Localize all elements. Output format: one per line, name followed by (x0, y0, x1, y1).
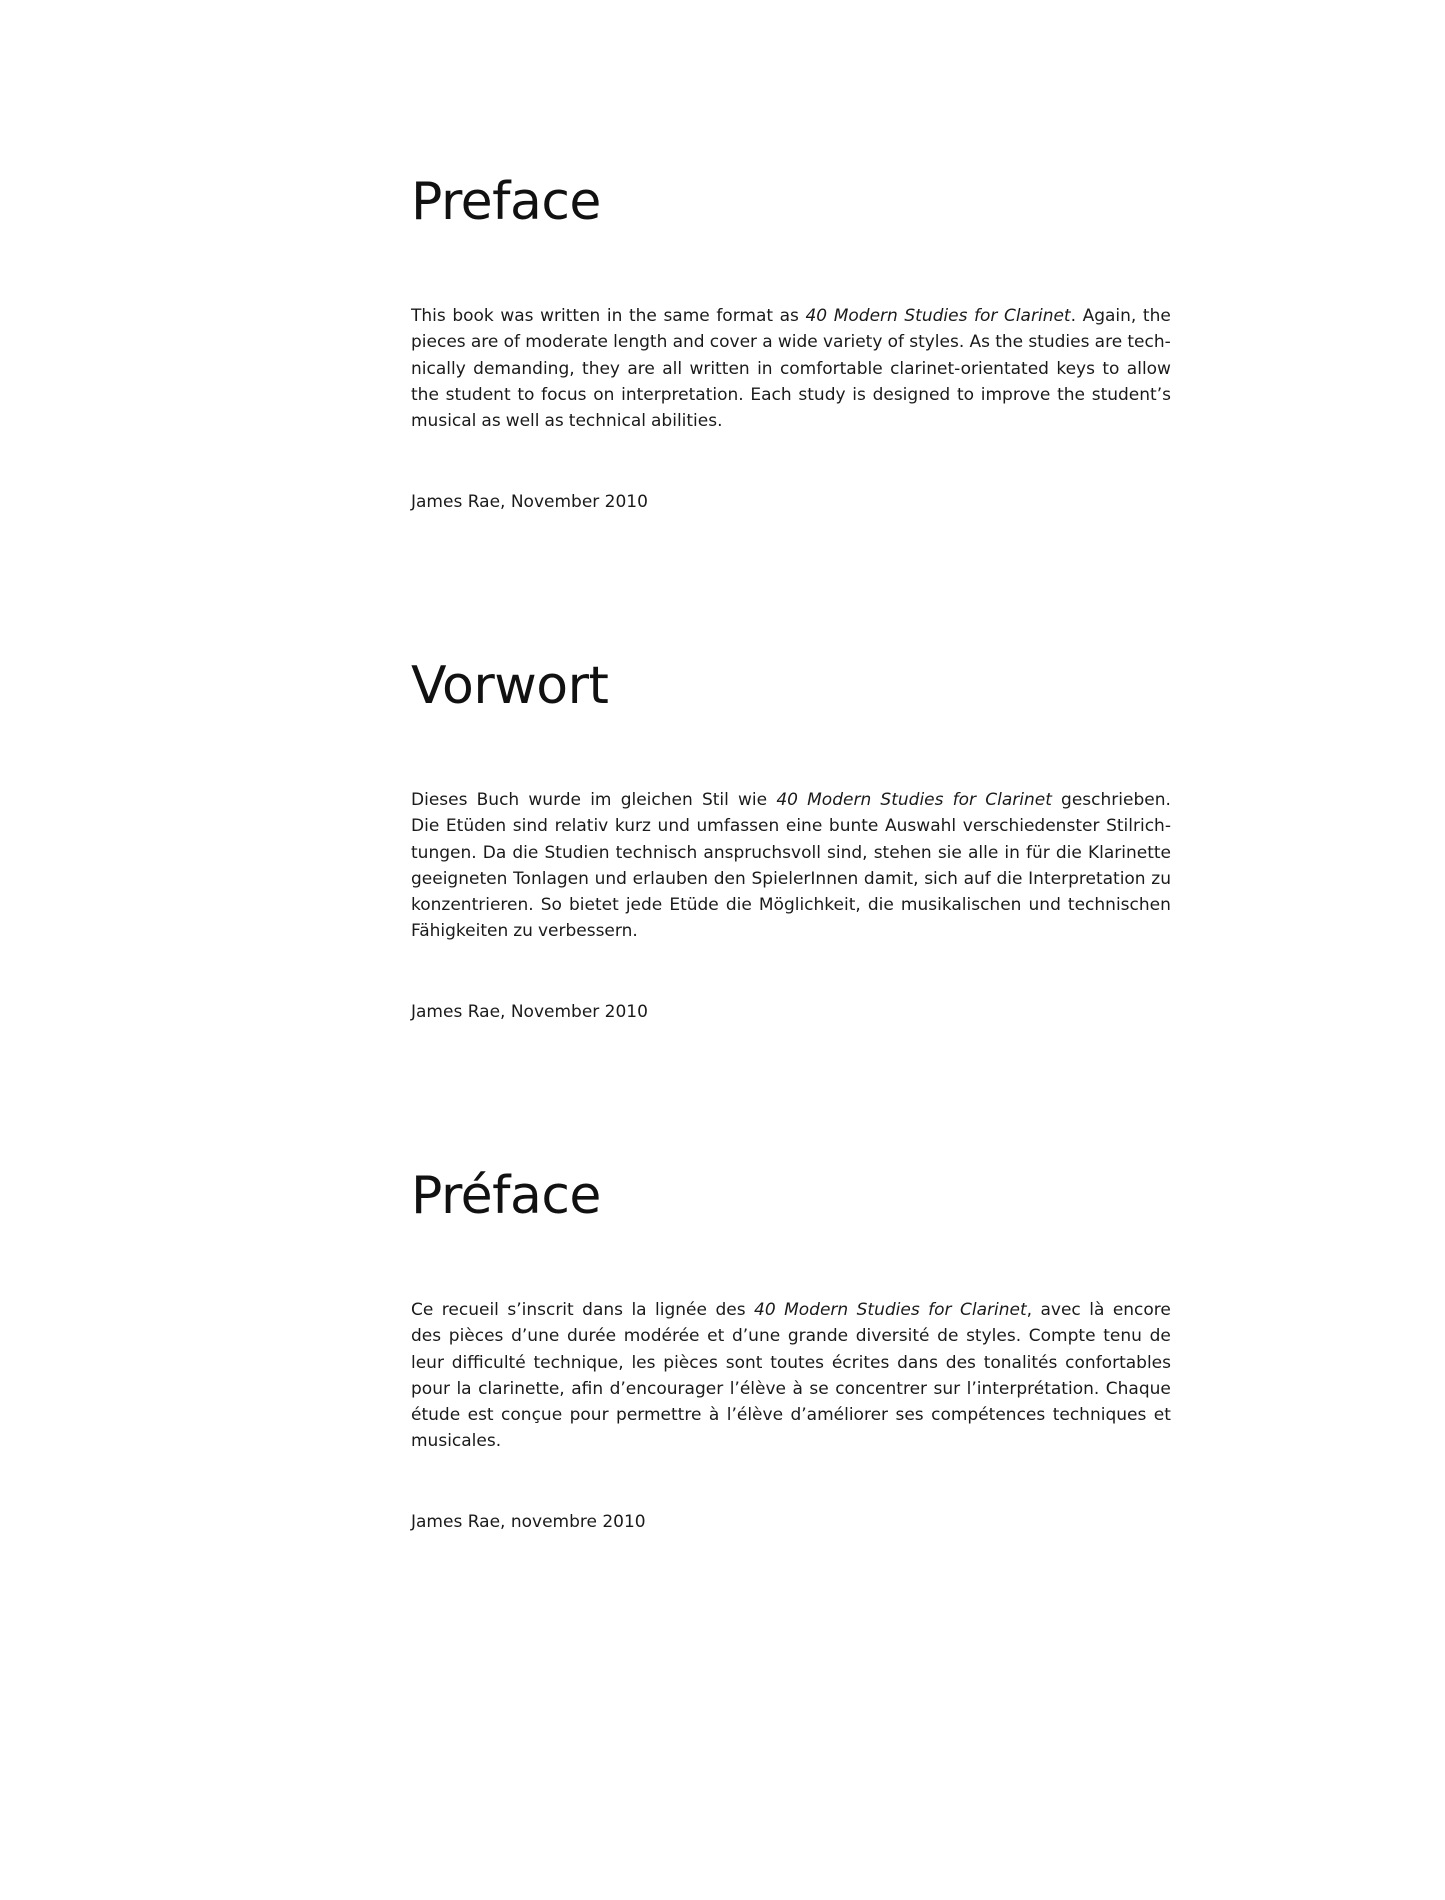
body-preface-english (411, 303, 1171, 434)
heading-vorwort: Vorwort (411, 656, 609, 716)
paragraph-line: Ce recueil s’inscrit dans la lignée des 40 Modern Studies for Clarinet, avec là encore (411, 1300, 1171, 1320)
body-preface-french (411, 1297, 1171, 1455)
heading-preface: Preface (411, 172, 601, 232)
paragraph-line: des pièces d’une durée modérée et d’une grande diversité de styles. Compte tenu de (411, 1326, 1171, 1347)
paragraph-line: musical as well as technical abilities. (411, 411, 723, 432)
paragraph-line: leur difficulté technique, les pièces sont toutes écrites dans des tonalités confortables (411, 1352, 1171, 1373)
paragraph-line: This book was written in the same format as 40 Modern Studies for Clarinet. Again, the (411, 306, 1171, 326)
paragraph-line: musicales. (411, 1431, 502, 1452)
paragraph-line: tungen. Da die Studien technisch anspruchsvoll sind, stehen sie alle in für die Klarinette (411, 842, 1171, 863)
body-vorwort-german (411, 787, 1171, 945)
signature-vorwort-german: James Rae, November 2010 (411, 1002, 648, 1022)
signature-preface-french: James Rae, novembre 2010 (411, 1512, 646, 1532)
paragraph-line: the student to focus on interpretation. Each study is designed to improve the student’s (411, 384, 1171, 405)
paragraph-line: pour la clarinette, afin d’encourager l’élève à se concentrer sur l’interprétation. Chaque (411, 1378, 1171, 1399)
paragraph-line: geeigneten Tonlagen und erlauben den SpielerInnen damit, sich auf die Interpretation zu (411, 868, 1171, 889)
paragraph-line: Die Etüden sind relativ kurz und umfassen eine bunte Auswahl verschiedenster Stilrich- (411, 816, 1171, 837)
paragraph-line: Fähigkeiten zu verbessern. (411, 921, 638, 942)
paragraph-line: Dieses Buch wurde im gleichen Stil wie 40 Modern Studies for Clarinet geschrieben. (411, 790, 1171, 810)
paragraph-line: étude est conçue pour permettre à l’élève d’améliorer ses compétences techniques et (411, 1405, 1171, 1426)
paragraph-line: pieces are of moderate length and cover a wide variety of styles. As the studies are tech- (411, 332, 1171, 353)
paragraph-line: konzentrieren. So bietet jede Etüde die Möglichkeit, die musikalischen und technischen (411, 895, 1171, 916)
signature-preface-english: James Rae, November 2010 (411, 492, 648, 512)
heading-preface-french: Préface (411, 1166, 601, 1226)
paragraph-line: nically demanding, they are all written in comfortable clarinet-orientated keys to allow (411, 358, 1171, 379)
